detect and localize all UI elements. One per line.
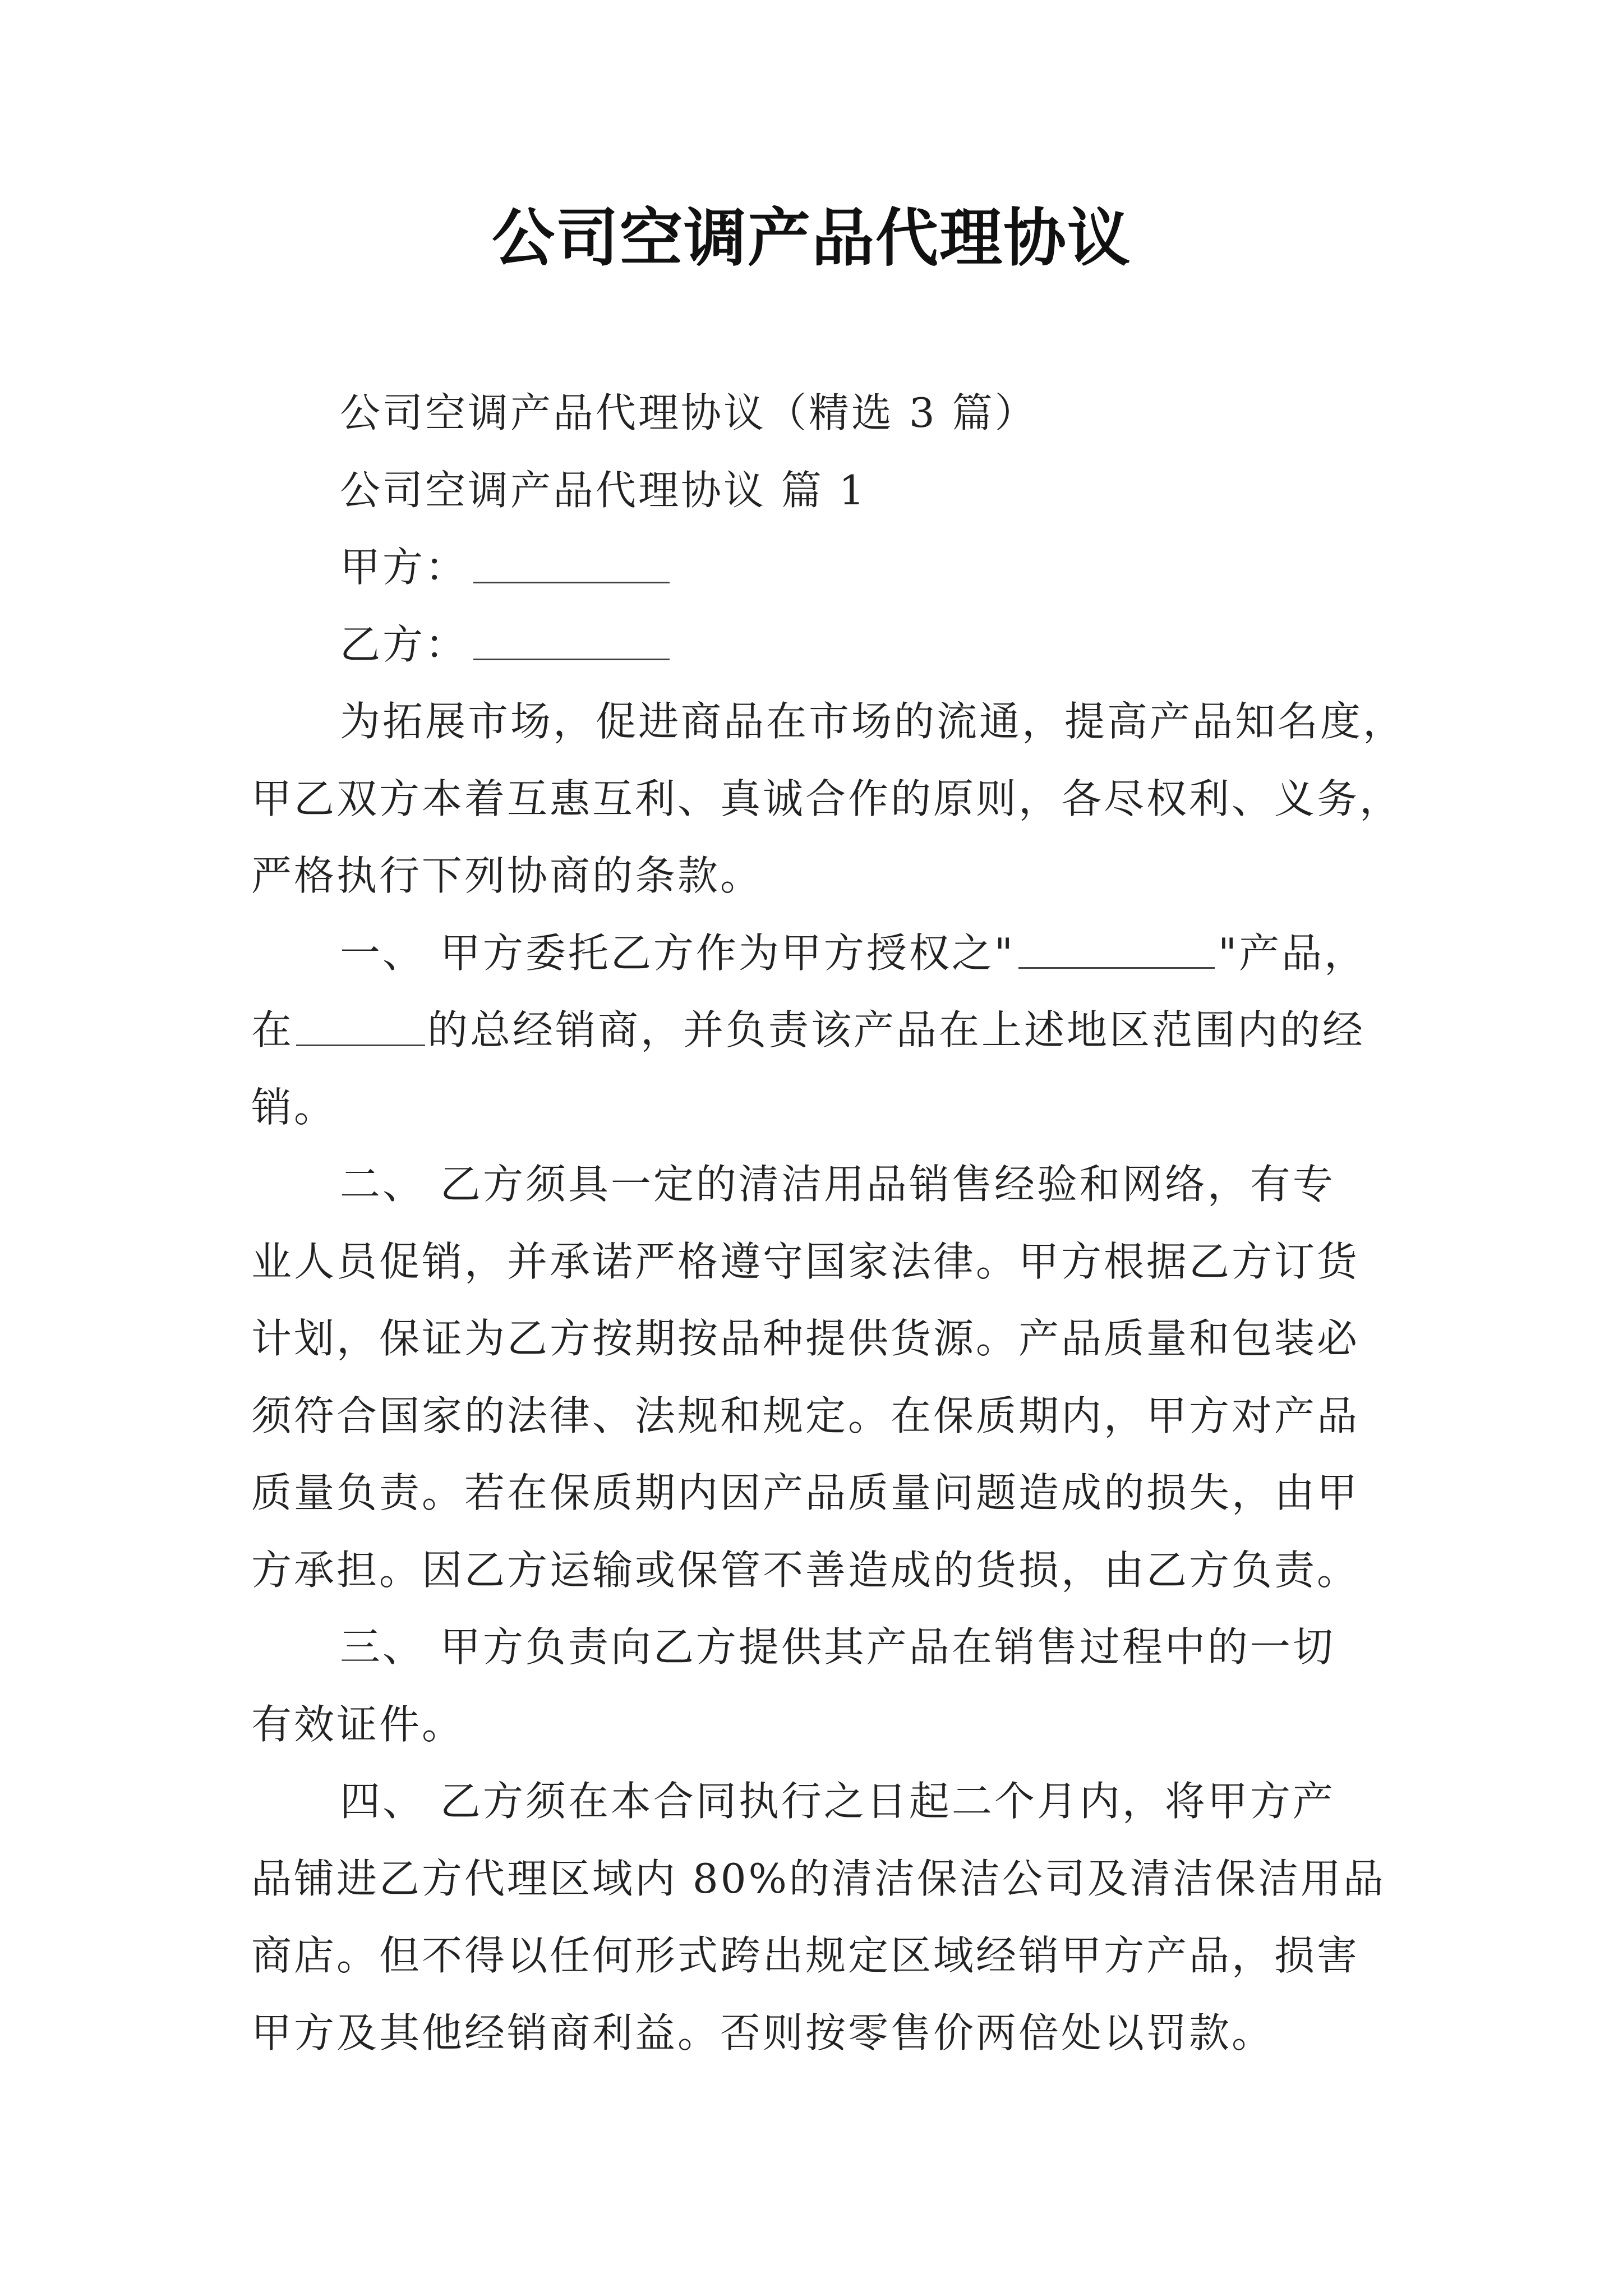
intro-line: 严格执行下列协商的条款。 [251,852,763,899]
clause-1-text: 的总经销商，并负责该产品在上述地区范围内的经 [427,1006,1366,1053]
clause-4-line: 商店。但不得以任何形式跨出规定区域经销甲方产品，损害 [251,1932,1360,1979]
clause-2-line: 业人员促销，并承诺严格遵守国家法律。甲方根据乙方订货 [251,1237,1360,1285]
clause-4-line: 甲方及其他经销商利益。否则按零售价两倍处以罚款。 [251,2009,1275,2056]
intro-line: 为拓展市场，促进商品在市场的流通，提高产品知名度， [340,698,1406,745]
clause-1-line [251,992,1401,1069]
party-a-line [251,529,1401,606]
clause-1-line [251,915,1401,992]
document-body [251,375,1406,2072]
region-blank [296,1008,425,1046]
intro-line: 甲乙双方本着互惠互利、真诚合作的原则，各尽权利、义务， [251,775,1403,822]
clause-3-line: 有效证件。 [251,1700,465,1748]
section-heading: 公司空调产品代理协议 篇 1 [340,466,867,514]
product-blank [1018,931,1215,969]
clause-2-line: 计划，保证为乙方按期按品种提供货源。产品质量和包装必 [251,1315,1360,1362]
clause-2-line: 方承担。因乙方运输或保管不善造成的货损，由乙方负责。 [251,1546,1360,1594]
clause-1-text: 一、 甲方委托乙方作为甲方授权之" [340,929,1016,977]
document-title: 公司空调产品代理协议 [492,202,1131,275]
party-b-blank [473,622,670,660]
party-b-line [251,606,1401,684]
clause-2-line: 须符合国家的法律、法规和规定。在保质期内，甲方对产品 [251,1392,1360,1439]
clause-2-line: 质量负责。若在保质期内因产品质量问题造成的损失，由甲 [251,1469,1360,1516]
party-a-label: 甲方： [340,544,468,591]
subtitle: 公司空调产品代理协议（精选 3 篇） [340,389,1038,436]
clause-3-line: 三、 甲方负责向乙方提供其产品在销售过程中的一切 [340,1623,1335,1671]
clause-4-line: 品铺进乙方代理区域内 80%的清洁保洁公司及清洁保洁用品 [251,1855,1386,1902]
party-a-blank [473,545,670,583]
clause-2-line: 二、 乙方须具一定的清洁用品销售经验和网络，有专 [340,1161,1335,1208]
clause-1-line: 销。 [251,1083,337,1131]
clause-4-line: 四、 乙方须在本合同执行之日起二个月内，将甲方产 [340,1778,1335,1825]
clause-1-text: "产品， [1218,929,1367,977]
party-b-label: 乙方： [340,620,468,668]
clause-1-text: 在 [251,1006,294,1053]
